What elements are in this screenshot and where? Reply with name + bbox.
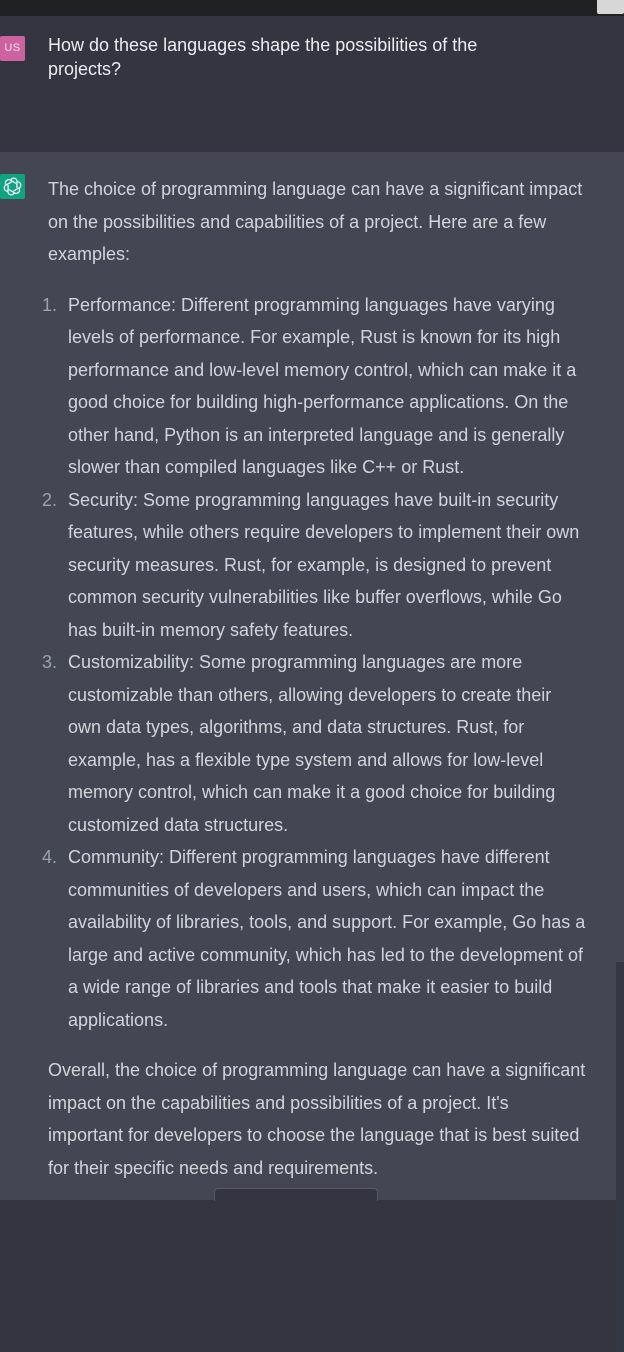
- top-scrollbar-thumb[interactable]: [597, 0, 624, 14]
- list-item: [42, 646, 588, 841]
- list-item-text: Community: Different programming languages have different communities of developers and users, which can impact the availability of libraries, tools, and support. For example, Go has a large and active community, which has led to the development of a wide range of libraries and tools that make it easier to build applications.: [68, 847, 586, 1030]
- list-item-text: Customizability: Some programming languages are more customizable than others, allowing developers to create their own data types, algorithms, and data structures. Rust, for example, has a flexible type system and allows for low-level memory control, which can make it a good choice for building customized data structures.: [68, 652, 556, 835]
- user-message-text: How do these languages shape the possibilities of the projects?: [48, 35, 478, 79]
- list-item-text: Performance: Different programming languages have varying levels of performance. For example, Rust is known for its high performance and low-level memory control, which can make it a good choice for building high-performance applications. On the other hand, Python is an interpreted language and is generally slower than compiled languages like C++ or Rust.: [68, 294, 577, 477]
- openai-logo-icon: [0, 174, 25, 199]
- assistant-message-body: [42, 173, 588, 1184]
- regenerate-button[interactable]: [214, 1188, 378, 1201]
- window-top-bar: [0, 0, 624, 16]
- list-item-number: 4.: [42, 847, 58, 867]
- user-message-row: [0, 16, 624, 152]
- list-item-number: 3.: [42, 652, 58, 672]
- list-item-number: 1.: [42, 294, 58, 315]
- list-item: [42, 841, 588, 1036]
- assistant-conclusion: Overall, the choice of programming language can have a significant impact on the capabilities and possibilities of a project. It's important for developers to choose the language that is best suited for their specific needs and requirements.: [48, 1060, 586, 1178]
- assistant-intro: The choice of programming language can have a significant impact on the possibilities and capabilities of a project. Here are a few examples:: [48, 179, 583, 264]
- assistant-message-row: [0, 152, 624, 1200]
- assistant-list: [42, 289, 588, 1037]
- user-avatar: US: [0, 36, 25, 61]
- page-scrollbar[interactable]: [616, 962, 624, 1352]
- list-item: [42, 484, 588, 647]
- list-item-text: Security: Some programming languages have built-in security features, while others require developers to implement their own security measures. Rust, for example, is designed to prevent common security vulnerabilities like buffer overflows, while Go has built-in memory safety features.: [68, 489, 580, 640]
- list-item-number: 2.: [42, 489, 58, 510]
- list-item: [42, 289, 588, 484]
